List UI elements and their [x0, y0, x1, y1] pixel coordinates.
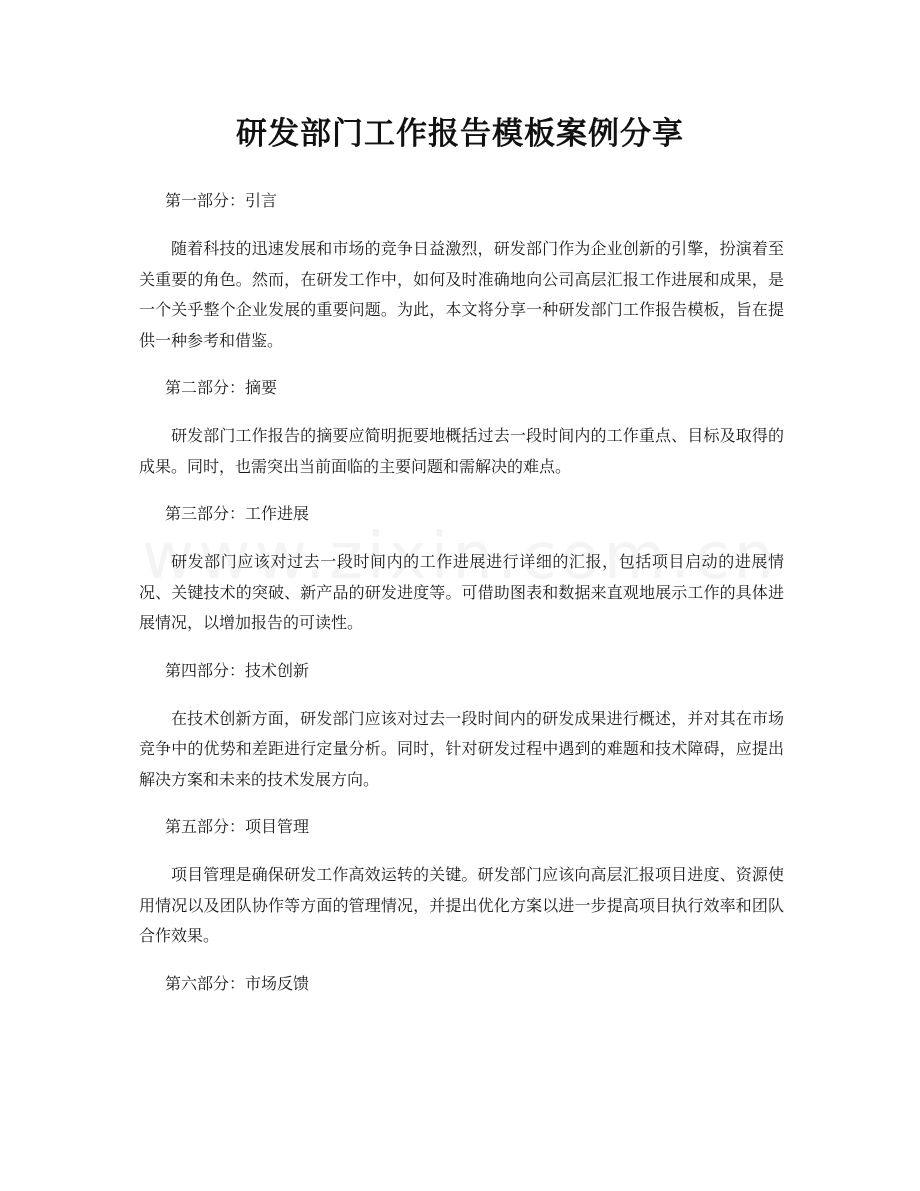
document-body: [139, 186, 784, 999]
section-heading-3: 第三部分：工作进展: [165, 504, 310, 523]
section-paragraph-1: 随着科技的迅速发展和市场的竞争日益激烈，研发部门作为企业创新的引擎，扮演着至关重要的角色。然而，在研发工作中，如何及时准确地向公司高层汇报工作进展和成果，是一个关乎整个企业发展的重要问题。为此，本文将分享一种研发部门工作报告模板，旨在提供一种参考和借鉴。: [139, 239, 784, 350]
section-heading-5: 第五部分：项目管理: [165, 817, 310, 836]
section-heading-1: 第一部分：引言: [165, 191, 278, 210]
document-title: 研发部门工作报告模板案例分享: [236, 116, 684, 152]
section-paragraph-3: 研发部门应该对过去一段时间内的工作进展进行详细的汇报，包括项目启动的进展情况、关键技术的突破、新产品的研发进度等。可借助图表和数据来直观地展示工作的具体进展情况，以增加报告的可读性。: [139, 552, 784, 632]
section-heading-6: 第六部分：市场反馈: [165, 973, 310, 993]
section-heading-4: 第四部分：技术创新: [165, 660, 310, 680]
section-heading-2: 第二部分：摘要: [165, 378, 278, 397]
section-paragraph-5: 项目管理是确保研发工作高效运转的关键。研发部门应该向高层汇报项目进度、资源使用情况以及团队协作等方面的管理情况，并提出优化方案以进一步提高项目执行效率和团队合作效果。: [139, 865, 784, 945]
section-paragraph-4: 在技术创新方面，研发部门应该对过去一段时间内的研发成果进行概述，并对其在市场竞争中的优势和差距进行定量分析。同时，针对研发过程中遇到的难题和技术障碍，应提出解决方案和未来的技术发展方向。: [139, 708, 784, 789]
section-paragraph-2: 研发部门工作报告的摘要应简明扼要地概括过去一段时间内的工作重点、目标及取得的成果。同时，也需突出当前面临的主要问题和需解决的难点。: [139, 426, 784, 476]
